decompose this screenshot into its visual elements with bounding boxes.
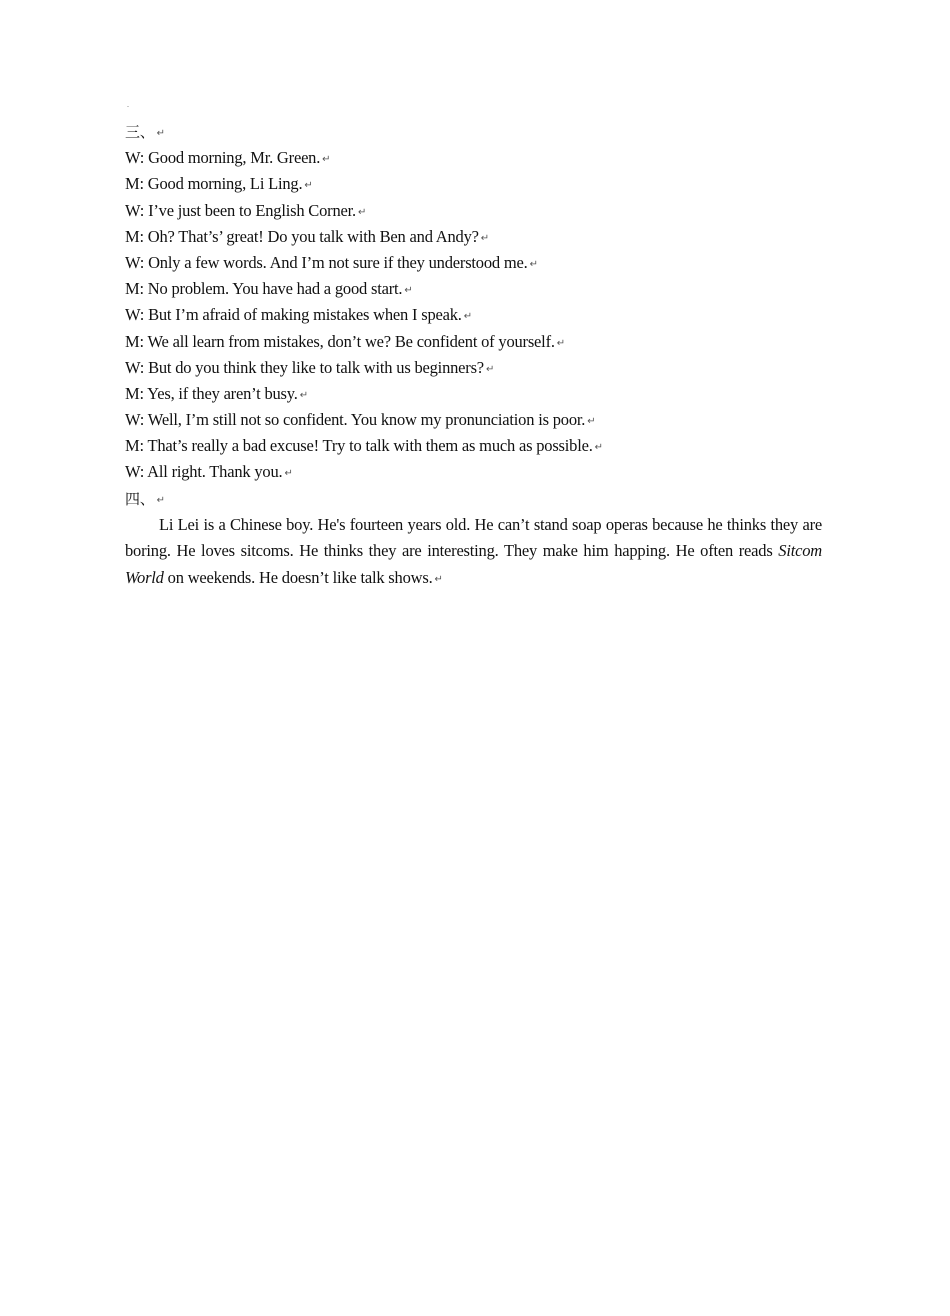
return-mark-icon: ↵ bbox=[463, 311, 472, 323]
return-mark-icon: ↵ bbox=[529, 258, 538, 270]
dialogue bbox=[125, 145, 822, 485]
return-mark-icon: ↵ bbox=[587, 416, 596, 428]
dialogue-line: M: Oh? That’s’ great! Do you talk with Ben and Andy? ↵ bbox=[125, 226, 489, 246]
dialogue-line: M: Yes, if they aren’t busy. ↵ bbox=[125, 383, 308, 403]
return-mark-icon: ↵ bbox=[156, 494, 165, 506]
dialogue-line: W: Only a few words. And I’m not sure if they understood me. ↵ bbox=[125, 252, 538, 272]
return-mark-icon: ↵ bbox=[594, 442, 603, 454]
dialogue-line: W: I’ve just been to English Corner. ↵ bbox=[125, 200, 367, 220]
dialogue-line: M: That’s really a bad excuse! Try to talk with them as much as possible. ↵ bbox=[125, 436, 603, 456]
page-marker: . bbox=[127, 100, 129, 109]
dialogue-line: W: But do you think they like to talk with us beginners? ↵ bbox=[125, 357, 495, 377]
return-mark-icon: ↵ bbox=[480, 232, 489, 244]
return-mark-icon: ↵ bbox=[284, 468, 293, 480]
section-4-paragraph: Li Lei is a Chinese boy. He's fourteen years old. He can’t stand soap operas because he thinks they are boring. He loves sitcoms. He thinks they are interesting. They make him happing. He often reads Sitcom World on weekends. He doesn’t like talk shows. ↵ bbox=[125, 514, 822, 587]
document-body bbox=[125, 119, 822, 593]
return-mark-icon: ↵ bbox=[434, 573, 443, 585]
dialogue-line: W: Well, I’m still not so confident. You know my pronunciation is poor. ↵ bbox=[125, 410, 596, 430]
return-mark-icon: ↵ bbox=[357, 206, 367, 218]
section-4-heading: 四、 ↵ bbox=[125, 489, 165, 508]
return-mark-icon: ↵ bbox=[322, 154, 331, 166]
return-mark-icon: ↵ bbox=[556, 337, 565, 349]
dialogue-line: W: But I’m afraid of making mistakes when I speak. ↵ bbox=[125, 305, 472, 325]
section-3-heading: 三、 ↵ bbox=[125, 123, 165, 141]
dialogue-line: M: We all learn from mistakes, don’t we? Be confident of yourself. ↵ bbox=[125, 331, 565, 351]
return-mark-icon: ↵ bbox=[404, 285, 413, 297]
return-mark-icon: ↵ bbox=[299, 389, 308, 401]
dialogue-line: W: All right. Thank you. ↵ bbox=[125, 462, 293, 482]
return-mark-icon: ↵ bbox=[156, 128, 165, 139]
dialogue-line: M: Good morning, Li Ling. ↵ bbox=[125, 174, 313, 194]
return-mark-icon: ↵ bbox=[485, 363, 495, 375]
return-mark-icon: ↵ bbox=[304, 180, 313, 192]
dialogue-line: W: Good morning, Mr. Green. ↵ bbox=[125, 148, 331, 168]
magazine-title: Sitcom World bbox=[125, 541, 822, 587]
dialogue-line: M: No problem. You have had a good start. ↵ bbox=[125, 279, 413, 299]
